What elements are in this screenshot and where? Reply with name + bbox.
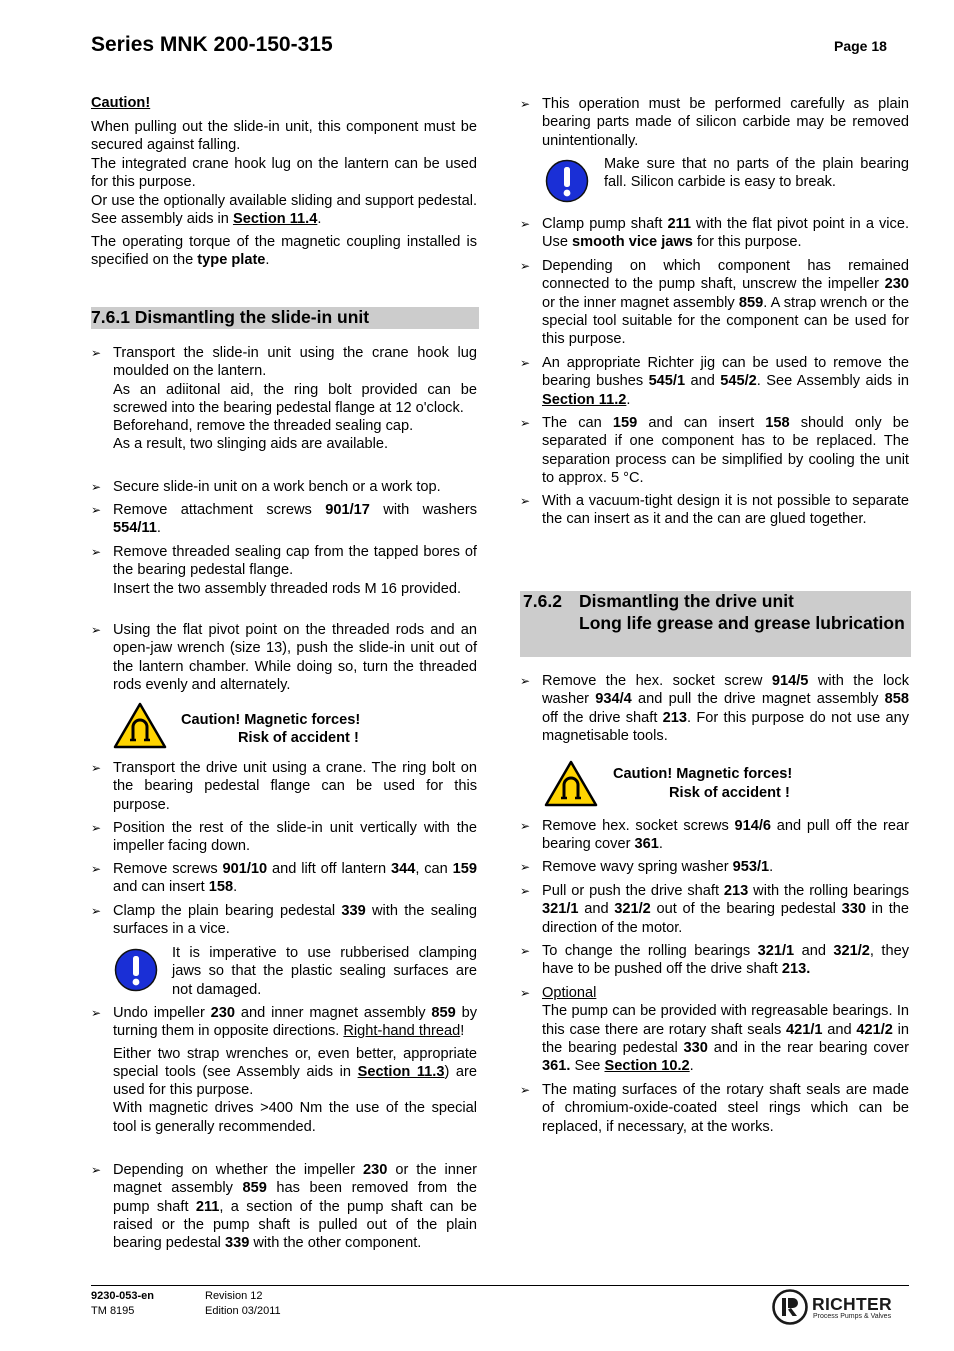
tm-number: TM 8195 <box>91 1305 135 1317</box>
list-item: ➢ This operation must be performed carefully as plain bearing parts made of silicon carbide may be removed unintentionally. <box>520 95 909 150</box>
list-item: ➢ Optional The pump can be provided with regreasable bearings. In this case there are rotary shaft seals 421/1 and 421/2 in the bearing pedestal 330 and in the rear bearing cover 361. See Section 10.2. <box>520 984 909 1075</box>
exclamation-icon <box>545 159 589 203</box>
section-heading-7-6-2: 7.6.2 Dismantling the drive unit Long life grease and grease lubrication <box>520 591 911 657</box>
list-item: ➢ Transport the slide-in unit using the crane hook lug moulded on the lantern. As an adiitonal aid, the ring bolt provided can be screwed into the bearing pedestal flange at 12 o'clock. Beforehand, remove the threaded sealing cap. As a result, two slinging aids are available. <box>91 344 477 454</box>
warning-line-1: Caution! Magnetic forces! <box>181 712 361 728</box>
edition: Edition 03/2011 <box>205 1305 281 1317</box>
exclamation-icon <box>114 948 158 992</box>
revision: Revision 12 <box>205 1290 263 1302</box>
list-item: ➢ Pull or push the drive shaft 213 with the rolling bearings 321/1 and 321/2 out of the bearing pedestal 330 in the direction of the motor. <box>520 882 909 937</box>
list-item: ➢ Secure slide-in unit on a work bench or a work top. <box>91 478 477 496</box>
list-item: ➢ Remove wavy spring washer 953/1. <box>520 858 909 876</box>
list-item: ➢ The can 159 and can insert 158 should only be separated if one component has to be replaced. The separation process can be simplified by cooling the unit to approx. 5 °C. <box>520 414 909 487</box>
magnetic-warning-1 <box>91 702 477 750</box>
section-11-2-link[interactable]: Section 11.2 <box>542 391 627 408</box>
list-item: ➢ Clamp the plain bearing pedestal 339 with the sealing surfaces in a vice. <box>91 902 477 939</box>
section-11-3-link[interactable]: Section 11.3 <box>357 1063 445 1080</box>
list-item: ➢ Transport the drive unit using a crane. The ring bolt on the bearing pedestal flange can be used for this purpose. <box>91 759 477 814</box>
list-item: ➢ To change the rolling bearings 321/1 and 321/2, they have to be pushed off the drive shaft 213. <box>520 942 909 979</box>
document-title: Series MNK 200-150-315 <box>91 33 333 56</box>
note-block-2 <box>520 155 909 211</box>
richter-logo-icon <box>772 1289 808 1325</box>
warning-line-2: Risk of accident ! <box>669 785 790 801</box>
list-item: ➢ Position the rest of the slide-in unit vertically with the impeller facing down. <box>91 819 477 856</box>
section-11-4-link[interactable]: Section 11.4 <box>232 211 318 228</box>
list-item: ➢ With a vacuum-tight design it is not possible to separate the can insert as it and the can are glued together. <box>520 492 909 529</box>
list-item: ➢ An appropriate Richter jig can be used to remove the bearing bushes 545/1 and 545/2. See Assembly aids in Section 11.2. <box>520 354 909 409</box>
magnetic-warning-2 <box>520 760 909 808</box>
list-item: ➢ Remove threaded sealing cap from the tapped bores of the bearing pedestal flange. Insert the two assembly threaded rods M 16 provided. <box>91 543 477 598</box>
list-item: ➢ Remove screws 901/10 and lift off lantern 344, can 159 and can insert 158. <box>91 860 477 897</box>
list-item: ➢ Using the flat pivot point on the threaded rods and an open-jaw wrench (size 13), push the slide-in unit out of the lantern chamber. While doing so, turn the threaded rods evenly and alternately. <box>91 621 477 694</box>
list-item: ➢ Depending on whether the impeller 230 or the inner magnet assembly 859 has been removed from the pump shaft 211, a section of the pump shaft can be raised or the pump shaft is pulled out of the plain bearing pedestal 339 with the other component. <box>91 1161 477 1252</box>
caution-paragraph-1: When pulling out the slide-in unit, this component must be secured against falling. <box>91 119 477 154</box>
doc-number: 9230-053-en <box>91 1290 154 1302</box>
list-item: ➢ Depending on which component has remained connected to the pump shaft, unscrew the impeller 230 or the inner magnet assembly 859. A strap wrench or the special tool suitable for the component can be used for this purpose. <box>520 257 909 348</box>
note-text-2: Make sure that no parts of the plain bearing fall. Silicon carbide is easy to break. <box>604 156 909 191</box>
page-number: Page 18 <box>834 38 887 54</box>
caution-paragraph-3: Or use the optionally available sliding and support pedestal. See assembly aids in Section 11.4. <box>91 193 477 228</box>
footer-rule <box>91 1285 909 1286</box>
caution-paragraph-2: The integrated crane hook lug on the lantern can be used for this purpose. <box>91 156 477 191</box>
list-item: ➢ Remove the hex. socket screw 914/5 with the lock washer 934/4 and pull the drive magnet assembly 858 off the drive shaft 213. For this purpose do not use any magnetisable tools. <box>520 672 909 745</box>
note-block-1 <box>91 944 477 1000</box>
caution-label: Caution! <box>91 95 151 111</box>
torque-paragraph: The operating torque of the magnetic coupling installed is specified on the type plate. <box>91 234 477 269</box>
richter-logo: RICHTER Process Pumps & Valves <box>772 1289 908 1325</box>
section-heading-7-6-1: 7.6.1 Dismantling the slide-in unit <box>91 307 479 329</box>
warning-line-2: Risk of accident ! <box>238 730 359 746</box>
list-item: ➢ Clamp pump shaft 211 with the flat pivot point in a vice. Use smooth vice jaws for this purpose. <box>520 215 909 252</box>
note-text-1: It is imperative to use rubberised clamping jaws so that the plastic sealing surfaces are not damaged. <box>172 945 477 998</box>
warning-line-1: Caution! Magnetic forces! <box>613 766 793 782</box>
section-10-2-link[interactable]: Section 10.2 <box>604 1058 690 1075</box>
list-item: ➢ Remove attachment screws 901/17 with washers 554/11. <box>91 501 477 538</box>
magnet-warning-icon <box>544 760 598 807</box>
magnet-warning-icon <box>113 702 167 749</box>
list-item: ➢ The mating surfaces of the rotary shaft seals are made of chromium-oxide-coated steel rings which can be replaced, if necessary, at the works. <box>520 1081 909 1136</box>
list-item: ➢ Undo impeller 230 and inner magnet assembly 859 by turning them in opposite directions. Right-hand thread! Either two strap wrenches or, even better, appropriate special tools (see Assembly aids in Section 11.3) are used for this purpose. With magnetic drives >400 Nm the use of the special tool is generally recommended. <box>91 1004 477 1136</box>
list-item: ➢ Remove hex. socket screws 914/6 and pull off the rear bearing cover 361. <box>520 817 909 854</box>
